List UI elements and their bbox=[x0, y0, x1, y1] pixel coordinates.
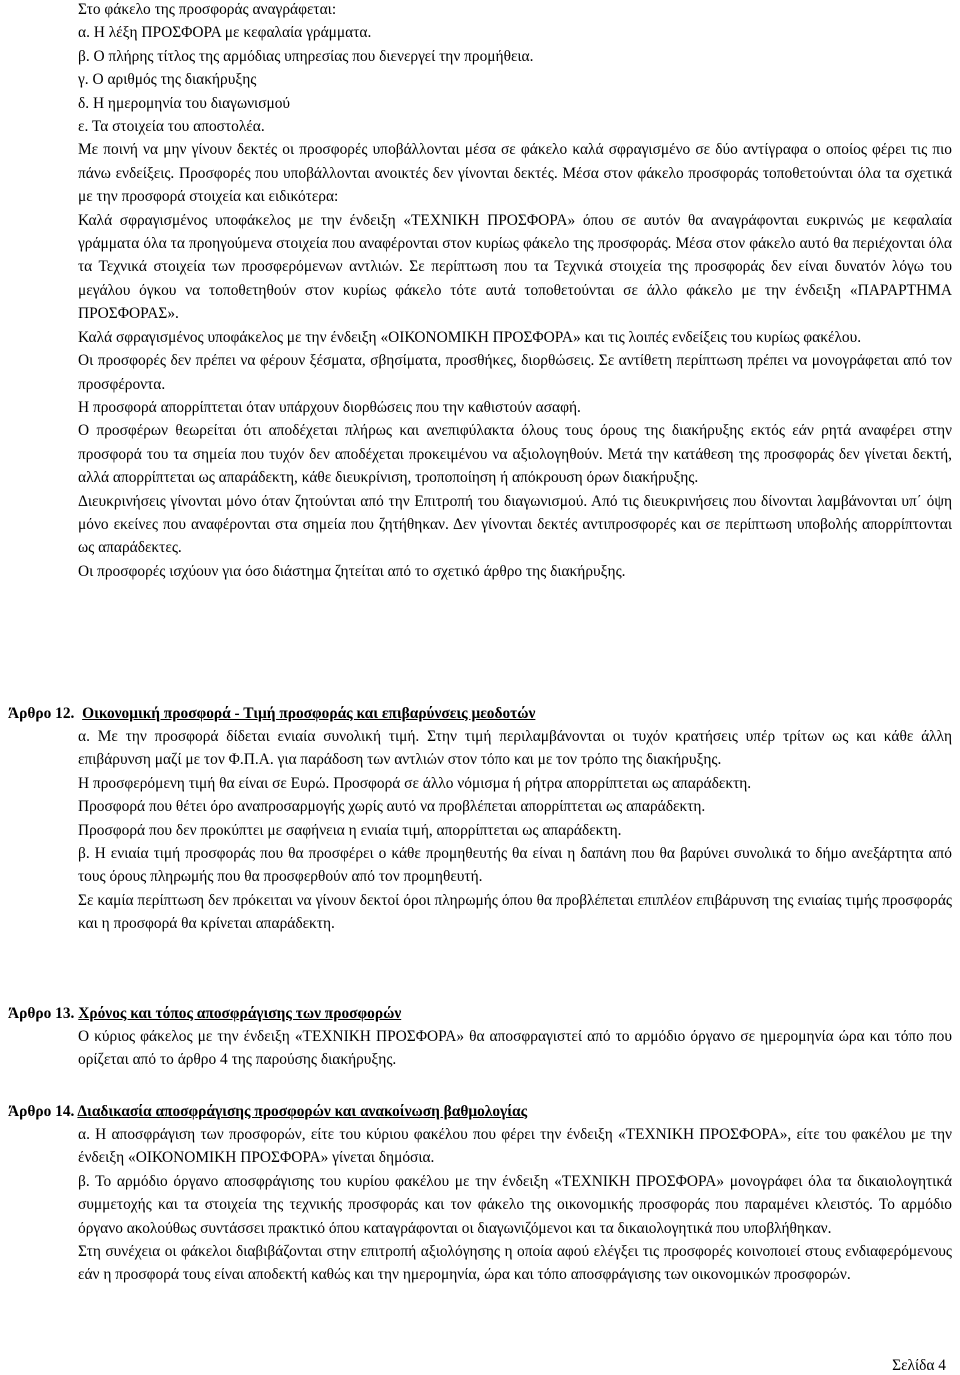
paragraph: α. Με την προσφορά δίδεται ενιαία συνολική τιμή. Στην τιμή περιλαμβάνονται οι τυχόν κρατήσεις υπέρ τρίτων ως και κάθε άλλη επιβάρυνση μαζί με τον Φ.Π.Α. για παράδοση των αντλιών στον τόπο και με τον τρόπο της διακήρυξης. bbox=[78, 728, 952, 769]
paragraph: Διευκρινήσεις γίνονται μόνο όταν ζητούνται από την Επιτροπή του διαγωνισμού. Από τις διευκρινήσεις που δίνονται λαμβάνονται υπ΄ όψη μόνο εκείνες που αναφέρονται στα σημεία που ζητήθηκαν. Δεν γίνονται δεκτές αντιπροσφορές και σε περίπτωση υποβολής απορρίπτονται ως απαράδεκτες. bbox=[78, 492, 952, 557]
paragraph: α. Η αποσφράγιση των προσφορών, είτε του κύριου φακέλου που φέρει την ένδειξη «ΤΕΧΝΙΚΗ ΠΡΟΣΦΟΡΑ», είτε του φακέλου με την ένδειξη «ΟΙΚΟΝΟΜΙΚΗ ΠΡΟΣΦΟΡΑ» γίνεται δημόσια. bbox=[78, 1126, 952, 1167]
paragraph: Στο φάκελο της προσφοράς αναγράφεται: bbox=[78, 1, 337, 18]
paragraph: Προσφορά που θέτει όρο αναπροσαρμογής χωρίς αυτό να προβλέπεται απορρίπτεται ως απαράδεκτη. bbox=[78, 798, 706, 816]
article-14-heading bbox=[8, 1100, 952, 1123]
paragraph: Οι προσφορές δεν πρέπει να φέρουν ξέσματα, σβησίματα, προσθήκες, διορθώσεις. Σε αντίθετη περίπτωση πρέπει να μονογράφεται από τον προσφέροντα. bbox=[78, 352, 952, 393]
article-number: Άρθρο 14. bbox=[8, 1103, 75, 1120]
paragraph: Οι προσφορές ισχύουν για όσο διάστημα ζητείται από το σχετικό άρθρο της διακήρυξης. bbox=[78, 562, 626, 580]
paragraph: γ. Ο αριθμός της διακήρυξης bbox=[78, 71, 257, 89]
paragraph: Σε καμία περίπτωση δεν πρόκειται να γίνουν δεκτοί όροι πληρωμής όπου θα προβλέπεται επιπλέον επιβάρυνση της ενιαίας τιμής προσφοράς και η προσφορά θα κρίνεται απαράδεκτη. bbox=[78, 891, 952, 933]
article-title: Διαδικασία αποσφράγισης προσφορών και ανακοίνωση βαθμολογίας bbox=[77, 1103, 528, 1120]
article-title: Χρόνος και τόπος αποσφράγισης των προσφορών bbox=[78, 1005, 402, 1022]
paragraph: Στη συνέχεια οι φάκελοι διαβιβάζονται στην επιτροπή αξιολόγησης η οποία αφού ελέγξει τις προσφορές κοινοποιεί στους ενδιαφερόμενους εάν η προσφορά τους είναι αποδεκτή καθώς και την ημερομηνία, ώρα και τόπο αποσφράγισης των οικονομικών προσφορών. bbox=[78, 1243, 952, 1284]
page-number: Σελίδα 4 bbox=[892, 1357, 946, 1374]
paragraph: Προσφορά που δεν προκύπτει με σαφήνεια η ενιαία τιμή, απορρίπτεται ως απαράδεκτη. bbox=[78, 821, 622, 839]
article-number: Άρθρο 13. bbox=[8, 1005, 75, 1022]
paragraph: δ. Η ημερομηνία του διαγωνισμού bbox=[78, 94, 291, 112]
paragraph: ε. Τα στοιχεία του αποστολέα. bbox=[78, 118, 265, 136]
paragraph: Ο προσφέρων θεωρείται ότι αποδέχεται πλήρως και ανεπιφύλακτα όλους τους όρους της διακήρυξης εκτός εάν ρητά αναφέρει στην προσφορά του τα σημεία που τυχόν δεν αποδέχεται προκειμένου να αξιολογηθούν. Μετά την κατάθεση της προσφοράς δεν γίνεται δεκτή, αλλά απορρίπτεται ως απαράδεκτη, κάθε διευκρίνιση, τροποποίηση ή απόκρουση όρων διακήρυξης. bbox=[78, 422, 952, 487]
paragraph: β. Η ενιαία τιμή προσφοράς που θα προσφέρει ο κάθε προμηθευτής θα είναι η δαπάνη που θα βαρύνει συνολικά το δήμο ανεξάρτητα από τους όρους πληρωμής που θα προσφερθούν από τον προμηθευτή. bbox=[78, 845, 952, 886]
paragraph: β. Ο πλήρης τίτλος της αρμόδιας υπηρεσίας που διενεργεί την προμήθεια. bbox=[78, 47, 534, 65]
article-number: Άρθρο 12. bbox=[8, 705, 75, 722]
paragraph: Η προσφορά απορρίπτεται όταν υπάρχουν διορθώσεις που την καθιστούν ασαφή. bbox=[78, 398, 581, 416]
paragraph: Η προσφερόμενη τιμή θα είναι σε Ευρώ. Προσφορά σε άλλο νόμισμα ή ρήτρα απορρίπτεται ως απαράδεκτη. bbox=[78, 774, 752, 792]
paragraph: Με ποινή να μην γίνουν δεκτές οι προσφορές υποβάλλονται μέσα σε φάκελο καλά σφραγισμένο σε δύο αντίγραφα ο οποίος φέρει τις πιο πάνω ενδείξεις. Προσφορές που υποβάλλονται ανοικτές δεν γίνονται δεκτές. Μέσα στον φάκελο προσφοράς τοποθετούνται όλα τα σχετικά με την προσφορά στοιχεία και ειδικότερα: bbox=[78, 141, 952, 206]
paragraph: Καλά σφραγισμένος υποφάκελος με την ένδειξη «ΤΕΧΝΙΚΗ ΠΡΟΣΦΟΡΑ» όπου σε αυτόν θα αναγράφονται ευκρινώς με κεφαλαία γράμματα όλα τα προηγούμενα στοιχεία που αναφέρονται στον κυρίως φάκελο της προσφοράς. Μέσα στον φάκελο αυτό θα περιέχονται όλα τα Τεχνικά στοιχεία των προσφερόμενων αντλιών. Σε περίπτωση που τα Τεχνικά στοιχεία της προσφοράς δεν είναι δυνατόν λόγω του μεγάλου όγκου να τοποθετηθούν στον κυρίως φάκελο τότε αυτά τοποθετούνται σε άλλο φάκελο με την ένδειξη «ΠΑΡΑΡΤΗΜΑ ΠΡΟΣΦΟΡΑΣ». bbox=[78, 211, 952, 323]
article-12-body bbox=[78, 725, 952, 936]
paragraph: β. Το αρμόδιο όργανο αποσφράγισης του κυρίου φακέλου με την ένδειξη «ΤΕΧΝΙΚΗ ΠΡΟΣΦΟΡΑ» μονογράφει όλα τα δικαιολογητικά συμμετοχής και τα στοιχεία της τεχνικής προσφοράς και τον φάκελο της οικονομικής προσφοράς που παραμένει κλειστός. Το αρμόδιο όργανο ακολούθως συντάσσει πρακτικό όπου καταγράφονται οι διαγωνιζόμενοι και τα δικαιολογητικά που υποβλήθηκαν. bbox=[78, 1172, 952, 1237]
paragraph: Καλά σφραγισμένος υποφάκελος με την ένδειξη «ΟΙΚΟΝΟΜΙΚΗ ΠΡΟΣΦΟΡΑ» και τις λοιπές ενδείξεις του κυρίως φακέλου. bbox=[78, 328, 862, 346]
article-13-heading bbox=[8, 1002, 952, 1025]
paragraph: α. Η λέξη ΠΡΟΣΦΟΡΑ με κεφαλαία γράμματα. bbox=[78, 24, 372, 42]
article-title: Οικονομική προσφορά - Τιμή προσφοράς και επιβαρύνσεις μεοδοτών bbox=[82, 705, 536, 722]
paragraph: Ο κύριος φάκελος με την ένδειξη «ΤΕΧΝΙΚΗ ΠΡΟΣΦΟΡΑ» θα αποσφραγιστεί από το αρμόδιο όργανο σε ημερομηνία ώρα και τόπο που ορίζεται από το άρθρο 4 της παρούσης διακήρυξης. bbox=[78, 1028, 952, 1069]
article-14-body bbox=[78, 1123, 952, 1287]
envelope-requirements-section bbox=[78, 0, 952, 583]
article-13-body bbox=[78, 1025, 952, 1072]
article-12-heading bbox=[8, 702, 952, 725]
